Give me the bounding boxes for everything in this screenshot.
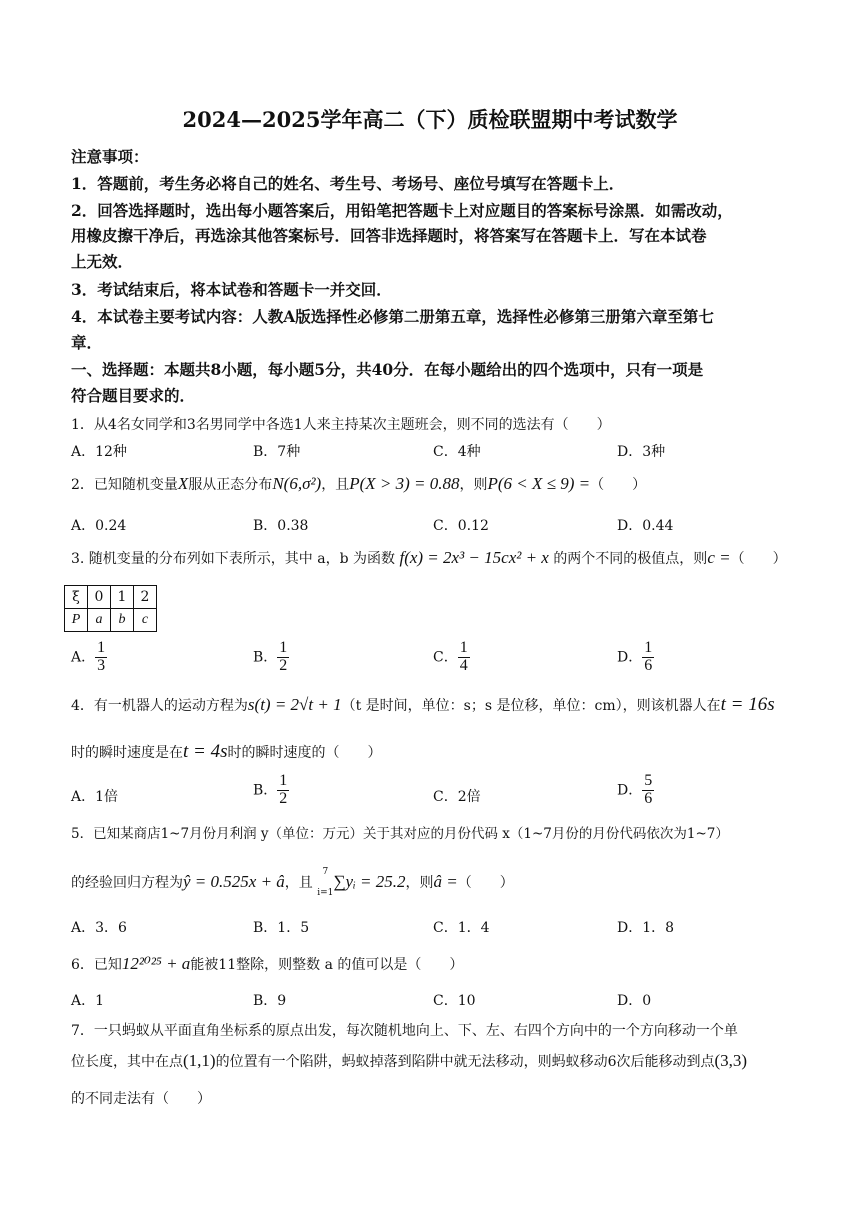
table-cell: 2: [134, 586, 157, 609]
notice-heading: 注意事项：: [71, 147, 149, 166]
q5-option-d: D．1．8: [617, 920, 675, 936]
question-7-stem-cont: 位长度，其中在点(1,1)的位置有一个陷阱，蚂蚁掉落到陷阱中就无法移动，则蚂蚁移动6次后能移动到点(3,3): [71, 1051, 748, 1070]
q2-option-d: D．0.44: [617, 518, 674, 534]
q5-option-c: C．1．4: [433, 920, 490, 936]
q4-option-b: B． $\frac{1}{2}$: [253, 772, 288, 807]
table-cell: P: [65, 609, 88, 632]
table-cell: 0: [88, 586, 111, 609]
question-7-stem: 7．一只蚂蚁从平面直角坐标系的原点出发，每次随机地向上、下、左、右四个方向中的一个方向移动一个单: [71, 1023, 738, 1039]
question-5-stem: 5．已知某商店1~7月份月利润 y（单位：万元）关于其对应的月份代码 x（1~7月份的月份代码依次为1~7）: [71, 826, 729, 842]
q6-option-c: C．10: [433, 993, 476, 1009]
q3-ask: c =: [707, 548, 731, 567]
question-2-stem: 2．已知随机变量X服从正态分布N(6,σ²)，且P(X > 3) = 0.88，则P(6 < X ≤ 9) =（ ）: [71, 474, 647, 493]
question-5-stem-cont: 的经验回归方程为ŷ = 0.525x + â，且 7 i=1 ∑yᵢ = 25.2，则â =（ ）: [71, 867, 514, 898]
question-6-stem: 6．已知12²⁰²⁵ + a能被11整除，则整数 a 的值可以是（ ）: [71, 954, 464, 973]
q1-option-a: A．12种: [71, 444, 127, 460]
q2-option-b: B．0.38: [253, 518, 309, 534]
q5-summation: ∑yᵢ = 25.2: [333, 872, 406, 891]
q4-time-1: t = 16s: [720, 694, 775, 715]
notice-item: 上无效．: [71, 252, 134, 271]
question-4-stem-cont: 时的瞬时速度是在t = 4s时的瞬时速度的（ ）: [71, 741, 382, 762]
notice-item: 用橡皮擦干净后，再选涂其他答案标号．回答非选择题时，将答案写在答题卡上．写在本试卷: [71, 226, 707, 245]
question-3-stem: 3. 随机变量的分布列如下表所示，其中 a，b 为函数 f(x) = 2x³ − 15cx² + x 的两个不同的极值点，则c =（ ）: [71, 548, 787, 567]
table-cell: c: [134, 609, 157, 632]
distribution-table: [64, 585, 157, 632]
q1-option-c: C．4种: [433, 444, 481, 460]
q7-trap-point: (1,1): [183, 1051, 216, 1070]
section-heading: 一、选择题：本题共8小题，每小题5分，共40分．在每小题给出的四个选项中，只有一项是: [71, 360, 704, 379]
q4-option-c: C．2倍: [433, 789, 481, 805]
q2-option-c: C．0.12: [433, 518, 489, 534]
q3-function: f(x) = 2x³ − 15cx² + x: [399, 548, 549, 567]
q3-option-c: C． $\frac{1}{4}$: [433, 639, 468, 674]
q4-option-d: D． $\frac{5}{6}$: [617, 772, 653, 807]
q6-option-b: B．9: [253, 993, 287, 1009]
table-cell: 1: [111, 586, 134, 609]
question-1-stem: 1．从4名女同学和3名男同学中各选1人来主持某次主题班会，则不同的选法有（ ）: [71, 417, 611, 433]
q1-option-d: D．3种: [617, 444, 666, 460]
q4-option-a: A．1倍: [71, 789, 119, 805]
q5-ask: â =: [433, 872, 458, 891]
q2-distribution: N(6,σ²): [272, 474, 322, 493]
section-heading-cont: 符合题目要求的．: [71, 386, 196, 405]
q3-option-b: B． $\frac{1}{2}$: [253, 639, 288, 674]
q5-regression-equation: ŷ = 0.525x + â: [183, 872, 285, 891]
q4-equation: s(t) = 2√t + 1: [247, 695, 342, 714]
q5-option-a: A．3．6: [71, 920, 127, 936]
q6-option-d: D．0: [617, 993, 652, 1009]
notice-item: 2．回答选择题时，选出每小题答案后，用铅笔把答题卡上对应题目的答案标号涂黑．如需改动，: [71, 201, 733, 220]
table-cell: ξ: [65, 586, 88, 609]
page-title: 2024—2025学年高二（下）质检联盟期中考试数学: [182, 107, 678, 132]
notice-item: 章．: [71, 333, 103, 352]
table-cell: b: [111, 609, 134, 632]
q6-option-a: A．1: [71, 993, 105, 1009]
notice-item: 1．答题前，考生务必将自己的姓名、考生号、考场号、座位号填写在答题卡上．: [71, 174, 625, 193]
q2-variable: X: [177, 474, 189, 493]
q1-option-b: B．7种: [253, 444, 301, 460]
q2-condition: P(X > 3) = 0.88: [349, 474, 460, 493]
question-7-stem-end: 的不同走法有（ ）: [71, 1091, 211, 1107]
q3-option-a: A． $\frac{1}{3}$: [71, 639, 106, 674]
table-cell: a: [88, 609, 111, 632]
q3-option-d: D． $\frac{1}{6}$: [617, 639, 653, 674]
notice-item: 4．本试卷主要考试内容：人教A版选择性必修第二册第五章，选择性必修第三册第六章至第七: [71, 307, 714, 326]
q2-ask: P(6 < X ≤ 9) =: [487, 474, 591, 493]
q2-option-a: A．0.24: [71, 518, 127, 534]
q5-summation-limits: 7 i=1: [317, 867, 334, 898]
question-4-stem: 4．有一机器人的运动方程为s(t) = 2√t + 1（t 是时间，单位：s；s 是位移，单位：cm），则该机器人在t = 16s: [71, 694, 775, 715]
notice-item: 3．考试结束后，将本试卷和答题卡一并交回．: [71, 280, 392, 299]
q7-target-point: (3,3): [714, 1051, 748, 1070]
q4-time-2: t = 4s: [183, 741, 228, 762]
q5-option-b: B．1．5: [253, 920, 310, 936]
q6-expression: 12²⁰²⁵ + a: [121, 954, 191, 973]
